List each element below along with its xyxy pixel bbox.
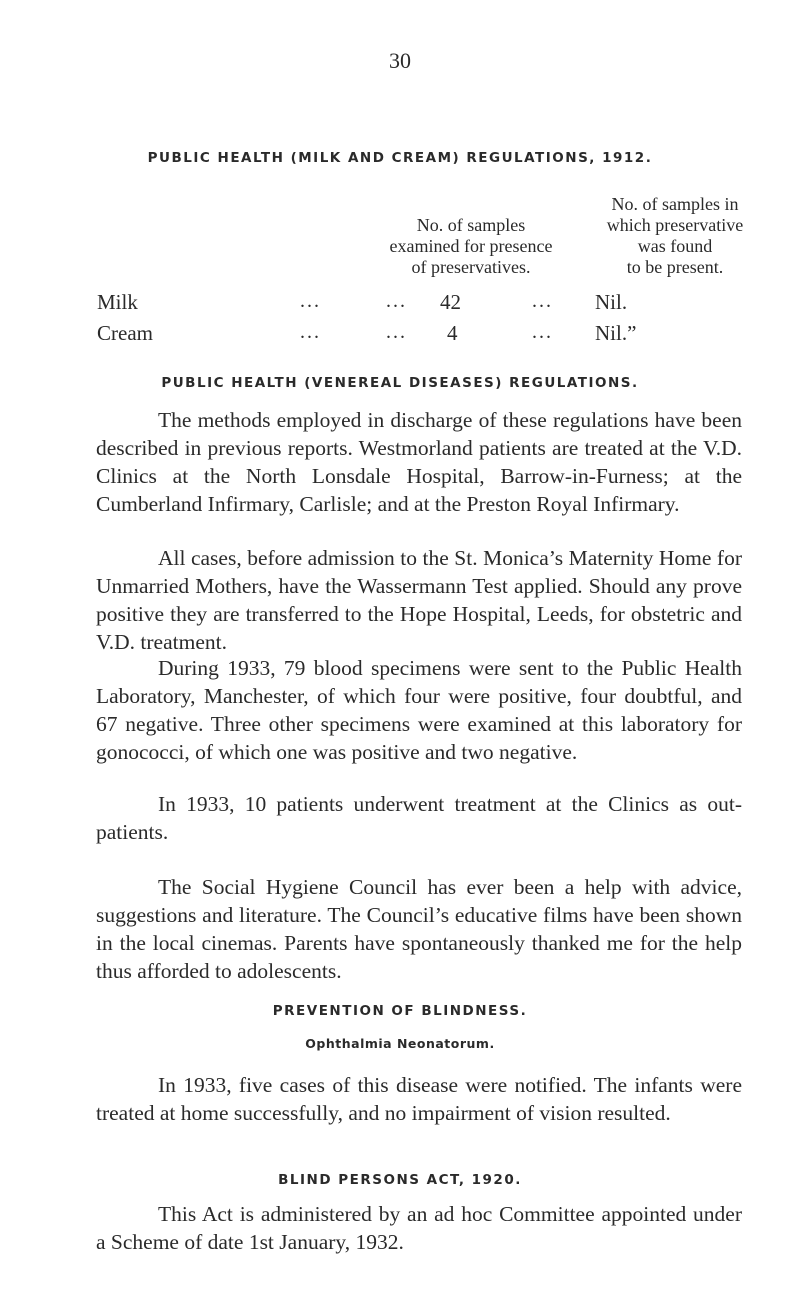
leader-dots: ... xyxy=(386,321,407,343)
col2-header-line: to be present. xyxy=(626,257,724,277)
preservative-found-value: Nil.” xyxy=(595,321,637,345)
blind-persons-heading: BLIND PERSONS ACT, 1920. xyxy=(278,1172,522,1188)
venereal-paragraph-outpatients: In 1933, 10 patients underwent treatment at the Clinics as out-patients. xyxy=(96,792,742,844)
venereal-paragraph-methods: The methods employed in discharge of these regulations have been described in previous reports. Westmorland patients are treated at the V.D. Clinics at the North Lonsdale Hospital, Barrow-in-Furness; at the Cumberland Infirmary, Carlisle; and at the Preston Royal Infirmary. xyxy=(96,408,742,516)
preservative-found-column-header xyxy=(560,173,790,278)
leader-dots: ... xyxy=(300,321,321,343)
col2-header-line: No. of samples in xyxy=(611,194,739,214)
col1-header-line: of preservatives. xyxy=(411,257,531,277)
leader-dots: ... xyxy=(532,321,553,343)
venereal-paragraph-specimens: During 1933, 79 blood specimens were sent to the Public Health Laboratory, Manchester, of which four were positive, four doubtful, and 67 negative. Three other specimens were examined at this laboratory for gonococci, of which one was positive and two negative. xyxy=(96,656,742,764)
page-number: 30 xyxy=(389,48,411,73)
blindness-heading: PREVENTION OF BLINDNESS. xyxy=(272,1003,528,1019)
venereal-heading: PUBLIC HEALTH (VENEREAL DISEASES) REGULATIONS. xyxy=(161,375,639,391)
col2-header-line: was found xyxy=(637,236,713,256)
col1-header-line: No. of samples xyxy=(416,215,526,235)
milk-cream-heading: PUBLIC HEALTH (MILK AND CREAM) REGULATIONS, 1912. xyxy=(147,150,653,166)
preservative-found-value: Nil. xyxy=(595,290,628,314)
leader-dots: ... xyxy=(300,290,321,312)
samples-examined-column-header xyxy=(356,194,586,278)
samples-examined-value: 42 xyxy=(440,290,461,314)
leader-dots: ... xyxy=(532,290,553,312)
leader-dots: ... xyxy=(386,290,407,312)
col2-header-line: which preservative xyxy=(606,215,744,235)
blind-persons-paragraph: This Act is administered by an ad hoc Committee appointed under a Scheme of date 1st January, 1932. xyxy=(96,1202,742,1254)
venereal-paragraph-social-hygiene: The Social Hygiene Council has ever been a help with advice, suggestions and literature. The Council’s educative films have been shown in the local cinemas. Parents have spontaneously thanked me for the help thus afforded to adolescents. xyxy=(96,875,742,983)
table-row-label: Cream xyxy=(97,321,153,345)
samples-examined-value: 4 xyxy=(447,321,458,345)
blindness-paragraph: In 1933, five cases of this disease were notified. The infants were treated at home successfully, and no impairment of vision resulted. xyxy=(96,1073,742,1125)
blindness-subheading: Ophthalmia Neonatorum. xyxy=(305,1036,495,1051)
col1-header-line: examined for presence xyxy=(389,236,553,256)
venereal-paragraph-wassermann: All cases, before admission to the St. Monica’s Maternity Home for Unmarried Mothers, have the Wassermann Test applied. Should any prove positive they are transferred to the Hope Hospital, Leeds, for obstetric and V.D. treatment. xyxy=(96,546,742,654)
table-row-label: Milk xyxy=(97,290,138,314)
